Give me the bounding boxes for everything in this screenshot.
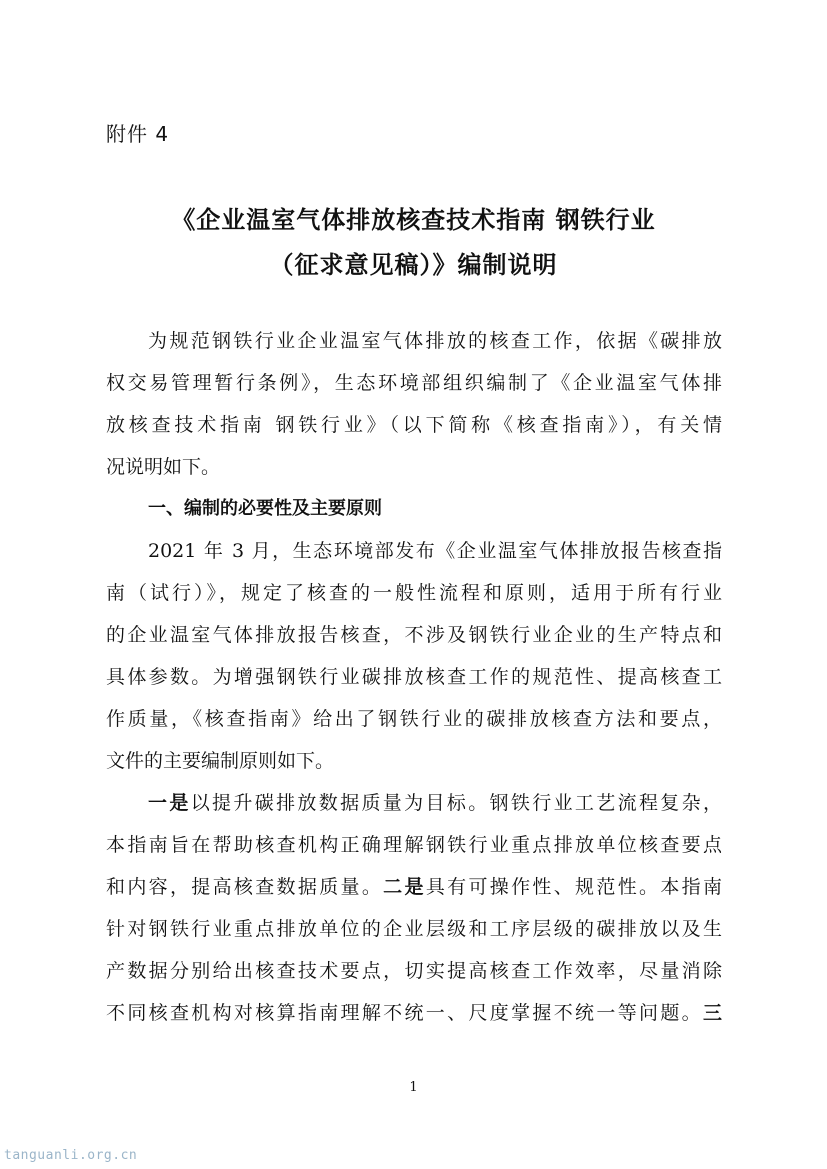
emphasis-text: 二是 <box>383 876 426 898</box>
document-title-line-1: 《企业温室气体排放核查技术指南 钢铁行业 <box>171 206 656 234</box>
paragraph-line <box>106 875 722 899</box>
section-heading: 一、编制的必要性及主要原则 <box>148 498 382 519</box>
paragraph-text: 具有可操作性、规范性。本指南 <box>425 876 722 898</box>
emphasis-text: 一是 <box>148 792 191 814</box>
paragraph-line <box>148 791 722 815</box>
emphasis-text: 三 <box>702 1002 722 1024</box>
paragraph-line: 2021 年 3 月，生态环境部发布《企业温室气体排放报告核查指 <box>148 540 722 562</box>
paragraph-line: 针对钢铁行业重点排放单位的企业层级和工序层级的碳排放以及生 <box>106 918 722 940</box>
paragraph-line: 本指南旨在帮助核查机构正确理解钢铁行业重点排放单位核查要点 <box>106 834 722 856</box>
paragraph-text: 和内容，提高核查数据质量。 <box>106 876 384 898</box>
watermark-text: tanguanli.org.cn <box>4 1148 138 1163</box>
paragraph-text: 以提升碳排放数据质量为目标。钢铁行业工艺流程复杂， <box>190 792 722 814</box>
paragraph-line: 为规范钢铁行业企业温室气体排放的核查工作，依据《碳排放 <box>148 330 722 352</box>
paragraph-line: 放核查技术指南 钢铁行业》（以下简称《核查指南》），有关情 <box>106 414 722 436</box>
page-number: 1 <box>409 1080 418 1095</box>
attachment-label: 附件 4 <box>106 122 170 146</box>
paragraph-line: 文件的主要编制原则如下。 <box>106 750 335 772</box>
paragraph-line: 南（试行）》，规定了核查的一般性流程和原则，适用于所有行业 <box>106 582 722 604</box>
paragraph-line: 况说明如下。 <box>106 456 221 478</box>
paragraph-line: 作质量，《核查指南》给出了钢铁行业的碳排放核查方法和要点， <box>106 708 722 730</box>
paragraph-text: 不同核查机构对核算指南理解不统一、尺度掌握不统一等问题。 <box>106 1002 703 1024</box>
paragraph-line: 的企业温室气体排放报告核查，不涉及钢铁行业企业的生产特点和 <box>106 624 722 646</box>
paragraph-line: 产数据分别给出核查技术要点，切实提高核查工作效率，尽量消除 <box>106 960 722 982</box>
paragraph-line <box>106 1001 722 1025</box>
document-title-line-2: （征求意见稿）》编制说明 <box>269 251 558 279</box>
paragraph-line: 权交易管理暂行条例》，生态环境部组织编制了《企业温室气体排 <box>106 372 722 394</box>
paragraph-line: 具体参数。为增强钢铁行业碳排放核查工作的规范性、提高核查工 <box>106 666 722 688</box>
